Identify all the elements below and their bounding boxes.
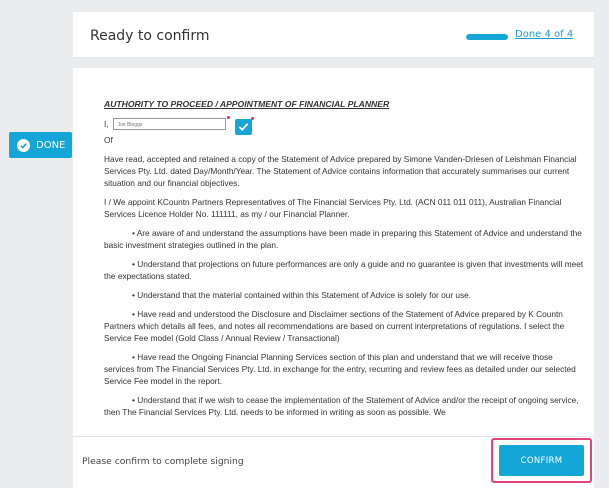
confirm-highlight [491,438,592,483]
paragraph: I / We appoint KCountn Partners Representatives of The Financial Services Pty. Ltd. (ACN 011 011 011), Australian Financial Services Licence Holder No. 111111, as my / our Financial Planner. [104,197,562,219]
bullet-item: • Have read and understood the Disclosure and Disclaimer sections of the Statement of Advice prepared by K Countn Partners which details all fees, and notes all recommendations are based on current interpretations of regulations. I select the Service Fee model (Gold Class / Annual Review / Transactional) [104,309,565,343]
name-row [104,116,584,132]
footer-message: Please confirm to complete signing [82,456,244,467]
document-body [104,98,584,425]
document-heading: AUTHORITY TO PROCEED / APPOINTMENT OF FINANCIAL PLANNER [104,99,390,109]
confirm-button[interactable]: CONFIRM [499,445,584,476]
bullet-item: • Understand that the material contained within this Statement of Advice is solely for our use. [132,290,472,300]
done-badge[interactable] [9,132,72,158]
progress-bar-fill [466,34,508,40]
progress-link[interactable]: Done 4 of 4 [515,29,574,40]
bullet-item: • Understand that projections on future performances are only a guide and no guarantee is given that investments will meet the expectations stated. [104,259,584,281]
done-badge-label: DONE [36,139,66,151]
footer-bar [73,436,594,488]
i-label: I, [104,119,109,129]
bullet-item: • Have read the Ongoing Financial Planning Services section of this plan and understand that we will receive those services from The Financial Services Pty. Ltd. in exchange for the entry, recurring and review fees as detailed under our selected Service Fee model in the report. [104,352,576,386]
progress-bar [466,34,508,40]
header-card [73,12,594,58]
check-circle-icon [17,139,30,152]
name-field-value: Joe Bloggs [117,122,143,128]
required-marker [227,116,230,119]
document-panel[interactable] [73,68,594,488]
checkmark-icon [238,122,249,132]
bullet-item: • Are aware of and understand the assumptions have been made in preparing this Statement of Advice and understand the basic investment strategies outlined in the plan. [104,228,582,250]
required-marker [251,117,254,120]
of-label: Of [104,135,113,145]
bullet-item: • Understand that if we wish to cease the implementation of the Statement of Advice and/or the receipt of ongoing service, then The Financial Services Pty. Ltd. needs to be informed in writing as soon as possible. We [104,395,579,417]
paragraph: Have read, accepted and retained a copy of the Statement of Advice prepared by Simone Vanden-Driesen of Leishman Financial Services Pty. Ltd. dated Day/Month/Year. The Statement of Advice contains information that accurately summarises our current situation and our financial objectives. [104,154,577,188]
name-field[interactable] [113,118,226,130]
confirm-checkbox[interactable] [235,119,252,135]
page-title: Ready to confirm [90,28,210,44]
